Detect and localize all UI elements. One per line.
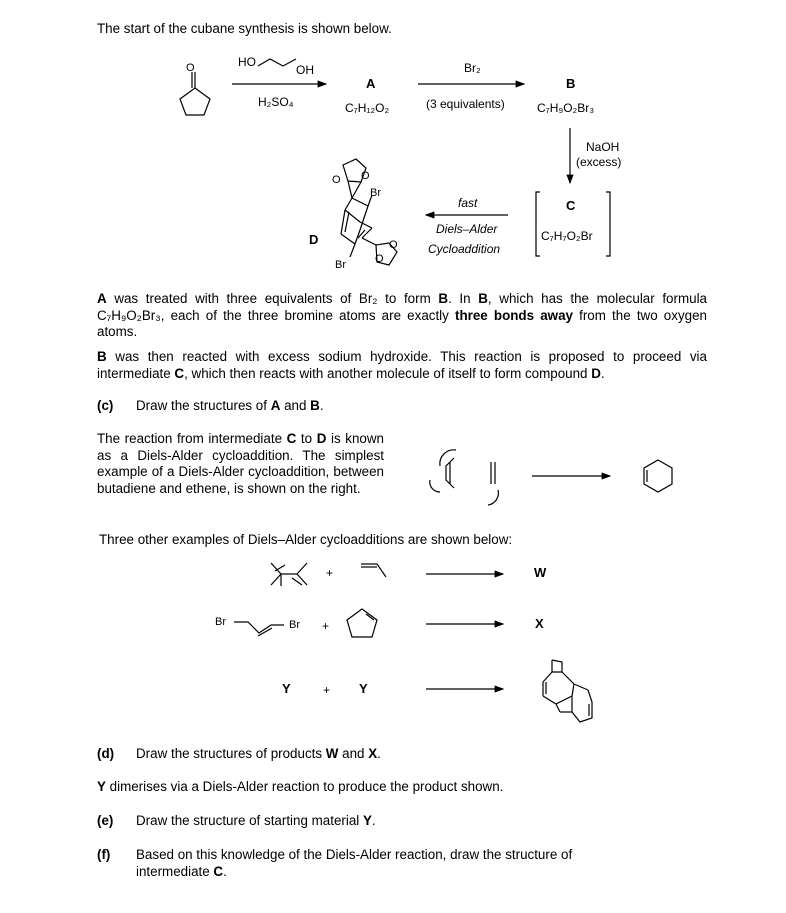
reactant-Y1-label: Y [282,681,291,696]
question-d-part1: Draw the structures of products [136,746,326,761]
para2-bold-D: D [591,365,601,381]
bracket-left [536,192,540,256]
reactant-Y2-label: Y [359,681,368,696]
paragraph-three-examples: Three other examples of Diels–Alder cycloadditions are shown below: [99,532,513,547]
plus-row1: + [326,566,334,580]
question-c-part1: Draw the structures of [136,398,271,413]
question-e-number: (e) [97,813,114,828]
question-c-bold-A: A [270,398,281,413]
para1-bold-B1: B [438,291,449,306]
para5-text: dimerises via a Diels-Alder reaction to produce the product shown. [105,779,504,794]
reagent-br2-label: Br₂ [464,61,481,75]
compound-A-label: A [366,76,376,91]
compound-B-label: B [566,76,576,91]
paragraph-bromination [97,291,707,341]
cyclopentene-structure [347,609,377,637]
reagent-naoh-label: NaOH [586,140,620,154]
question-d-part3: . [377,746,381,761]
reagent-equivalents-label: (3 equivalents) [426,97,505,111]
label-diels-alder: Diels–Alder [436,222,498,236]
question-d-part2: and [338,746,369,761]
para1-part1: was treated with three equivalents of Br₂ to form [106,291,439,306]
question-f-number: (f) [97,847,111,862]
question-d-bold-W: W [325,746,339,761]
atom-O-d3: O [389,239,398,251]
compound-A-formula: C₇H₁₂O₂ [345,101,390,115]
question-c-part2: and [280,398,311,413]
para3-part1: The reaction from intermediate [97,431,287,446]
cyclohexene-product [644,460,672,492]
para1-part4: from the two oxygen atoms. [97,307,707,339]
question-f-part2: . [223,863,227,879]
cyclopentanone-structure [180,72,210,115]
product-X-label: X [535,616,544,631]
reagent-ho-label: HO [238,55,256,69]
label-fast: fast [458,196,478,210]
compound-B-formula: C₇H₉O₂Br₃ [537,101,595,115]
para3-part3: is known as a Diels-Alder cycloaddition. The simplest example of a Diels-Alder cycloaddition, between butadiene and ethene, is shown on the right. [97,431,384,496]
question-d-number: (d) [97,746,115,761]
compound-D-label: D [309,232,319,247]
para2-bold-B: B [97,349,107,364]
compound-C-label: C [566,198,576,213]
question-c-text [136,398,324,415]
dimer-product-structure [543,660,592,722]
question-e-text [136,813,376,830]
propene-structure [361,564,386,577]
atom-O-d1: O [332,174,341,186]
bracket-right [606,192,610,256]
atom-Br-d1: Br [370,187,381,199]
question-f-bold-C: C [213,863,224,879]
atom-Br-right: Br [289,619,300,631]
para1-bold-A: A [97,291,107,306]
dibromodiene-structure [234,622,284,636]
paragraph-diels-alder-intro [97,431,384,497]
reagent-h2so4-label: H₂SO₄ [258,95,294,109]
para5-bold-Y: Y [97,779,106,794]
para1-part3: , which has the molecular formula C₇H₉O₂Br₃, each of the three bromine atoms are exactly [97,291,707,323]
question-c-part3: . [319,398,324,413]
reagent-oh-label: OH [296,63,314,77]
para3-part2: to [296,431,317,446]
reagent-excess-label: (excess) [576,155,622,169]
dimethylbutadiene-structure [271,563,307,586]
para1-bold-three-bonds: three bonds away [455,307,573,323]
para2-bold-C: C [174,365,185,381]
label-cycloaddition: Cycloaddition [428,242,501,256]
atom-O-ketone: O [186,62,195,74]
paragraph-naoh [97,349,707,382]
intro-text: The start of the cubane synthesis is shown below. [97,21,392,36]
question-e-bold-Y: Y [362,813,372,828]
compound-C-formula: C₇H₇O₂Br [541,229,593,243]
product-W-label: W [534,565,547,580]
para3-bold-D: D [316,431,327,446]
question-c-bold-B: B [310,398,320,413]
question-d-bold-X: X [368,746,378,761]
para1-part2: . In [448,291,479,306]
atom-O-d2: O [361,170,370,182]
question-c-number: (c) [97,398,114,413]
ethylene-glycol-structure [258,59,296,66]
question-d-text [136,746,381,763]
question-e-part2: . [371,813,376,828]
atom-O-d4: O [375,253,384,265]
question-f-text [136,847,636,880]
atom-Br-d2: Br [335,259,346,271]
paragraph-dimerise [97,779,503,796]
para2-part2: , which then reacts with another molecule of itself to form compound [184,365,592,381]
plus-row2: + [322,619,330,633]
question-f-part1: Based on this knowledge of the Diels-Alder reaction, draw the structure of intermediate [136,847,573,879]
para2-part3: . [600,365,605,381]
butadiene-ethene-example [430,450,672,505]
plus-row3: + [323,683,331,697]
para1-bold-B2: B [478,291,488,306]
atom-Br-left: Br [215,616,226,628]
para3-bold-C: C [286,431,297,446]
question-e-part1: Draw the structure of starting material [136,813,363,828]
para2-part1: was then reacted with excess sodium hydroxide. This reaction is proposed to proceed via intermediate [97,349,707,381]
